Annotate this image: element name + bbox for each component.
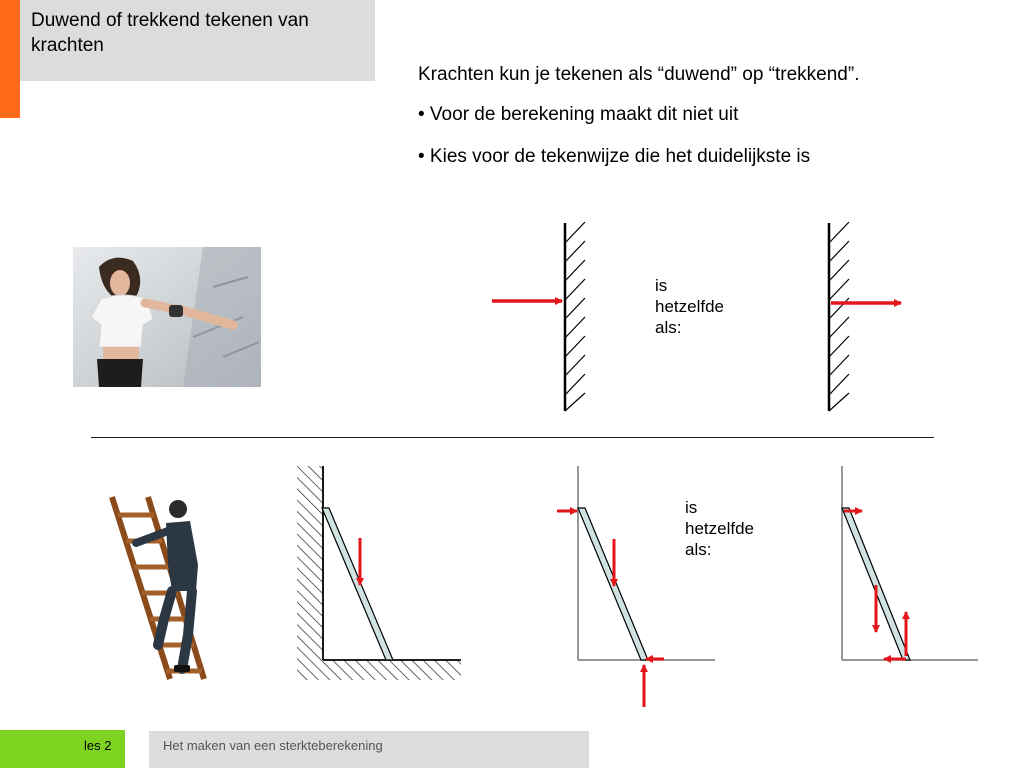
label-line: hetzelfde bbox=[685, 519, 754, 538]
label-line: als: bbox=[655, 318, 682, 337]
label-line: is bbox=[685, 498, 698, 517]
slide-title: Duwend of trekkend tekenen van krachten bbox=[31, 10, 309, 56]
wall-left-push bbox=[492, 222, 585, 411]
label-line: hetzelfde bbox=[655, 297, 724, 316]
footer-lesson: les 2 bbox=[84, 738, 112, 753]
bullet-2: • Kies voor de tekenwijze die het duidelijkste is bbox=[418, 146, 811, 167]
section-divider bbox=[91, 437, 934, 438]
intro-text: Krachten kun je tekenen als “duwend” op “trekkend”. bbox=[418, 64, 860, 85]
label-line: als: bbox=[685, 540, 712, 559]
bullet-1: • Voor de berekening maakt dit niet uit bbox=[418, 104, 739, 125]
equivalence-label-bottom bbox=[685, 497, 795, 560]
wall-right-pull bbox=[829, 222, 901, 411]
man-climbing-ladder-illustration bbox=[108, 495, 208, 680]
footer-subject: Het maken van een sterkteberekening bbox=[163, 738, 383, 753]
ladder-diagram-hatched bbox=[297, 466, 461, 680]
equivalence-label-top bbox=[655, 275, 765, 338]
ladder-diagram-pull bbox=[842, 466, 978, 660]
label-line: is bbox=[655, 276, 668, 295]
